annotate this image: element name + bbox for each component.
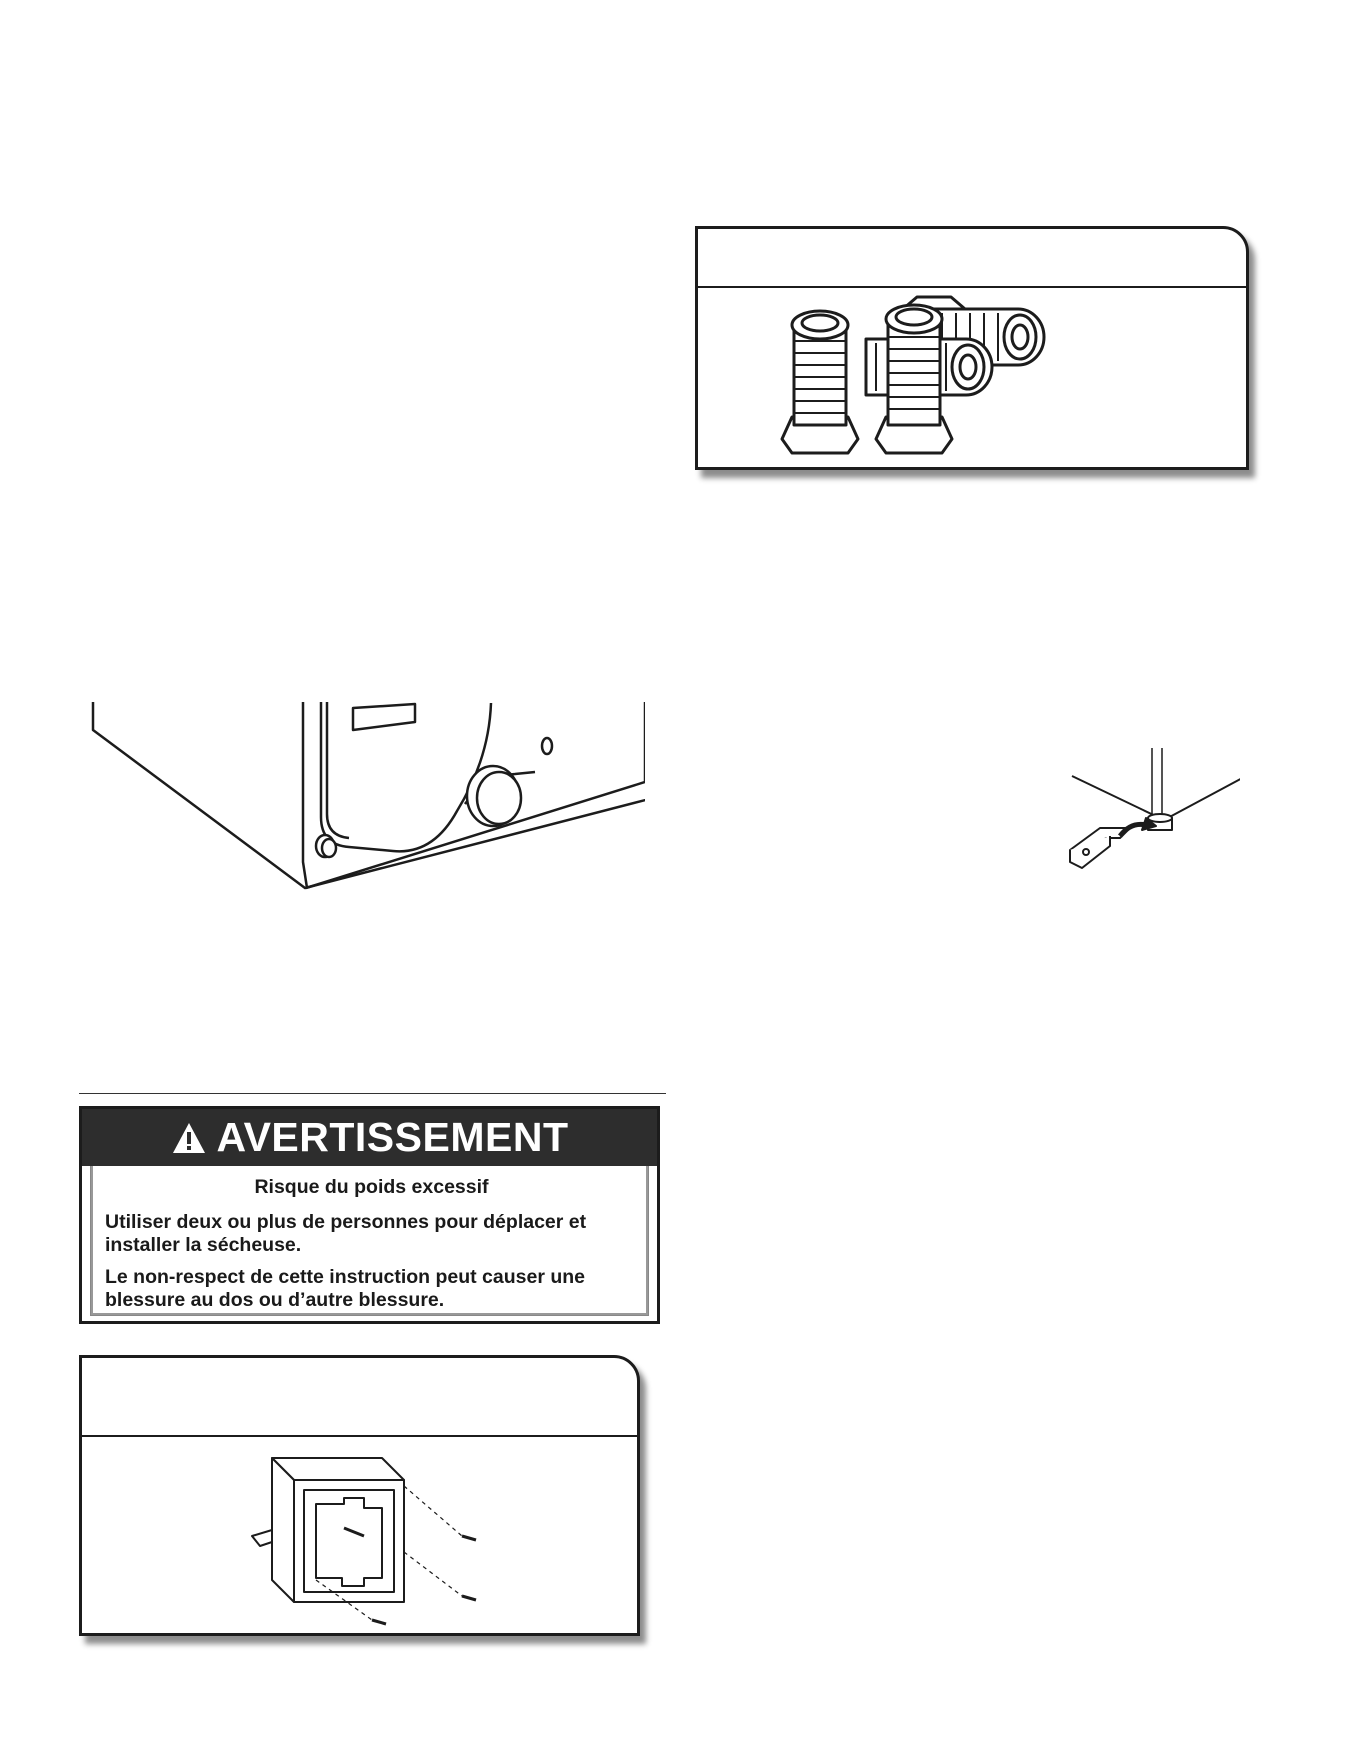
front-leveling-foot (467, 766, 521, 826)
standing-leg-2 (876, 305, 952, 453)
panel-header (82, 1358, 637, 1437)
leveling-legs-panel (695, 226, 1249, 470)
standing-leg-1 (782, 311, 858, 453)
warning-title: Risque du poids excessif (254, 1176, 489, 1198)
panel-header (698, 229, 1246, 288)
vent-box-panel (79, 1355, 640, 1636)
foot-bracket-illustration (1050, 748, 1240, 884)
warning-consequence: Le non-respect de cette instruction peut causer une blessure au dos ou d’autre blessure. (105, 1266, 586, 1311)
warning-heading: AVERTISSEMENT (216, 1114, 569, 1160)
warning-header (82, 1109, 657, 1166)
rear-foot (316, 835, 336, 857)
warning-instruction: Utiliser deux ou plus de personnes pour déplacer et installer la sécheuse. (105, 1211, 587, 1256)
warning-triangle-icon (171, 1121, 207, 1155)
divider-line (79, 1093, 666, 1094)
vent-box-illustration (232, 1456, 562, 1628)
warning-body (90, 1166, 649, 1316)
warning-box (79, 1106, 660, 1324)
dryer-corner-illustration (85, 700, 645, 900)
leveling-legs-illustration (698, 289, 1246, 464)
